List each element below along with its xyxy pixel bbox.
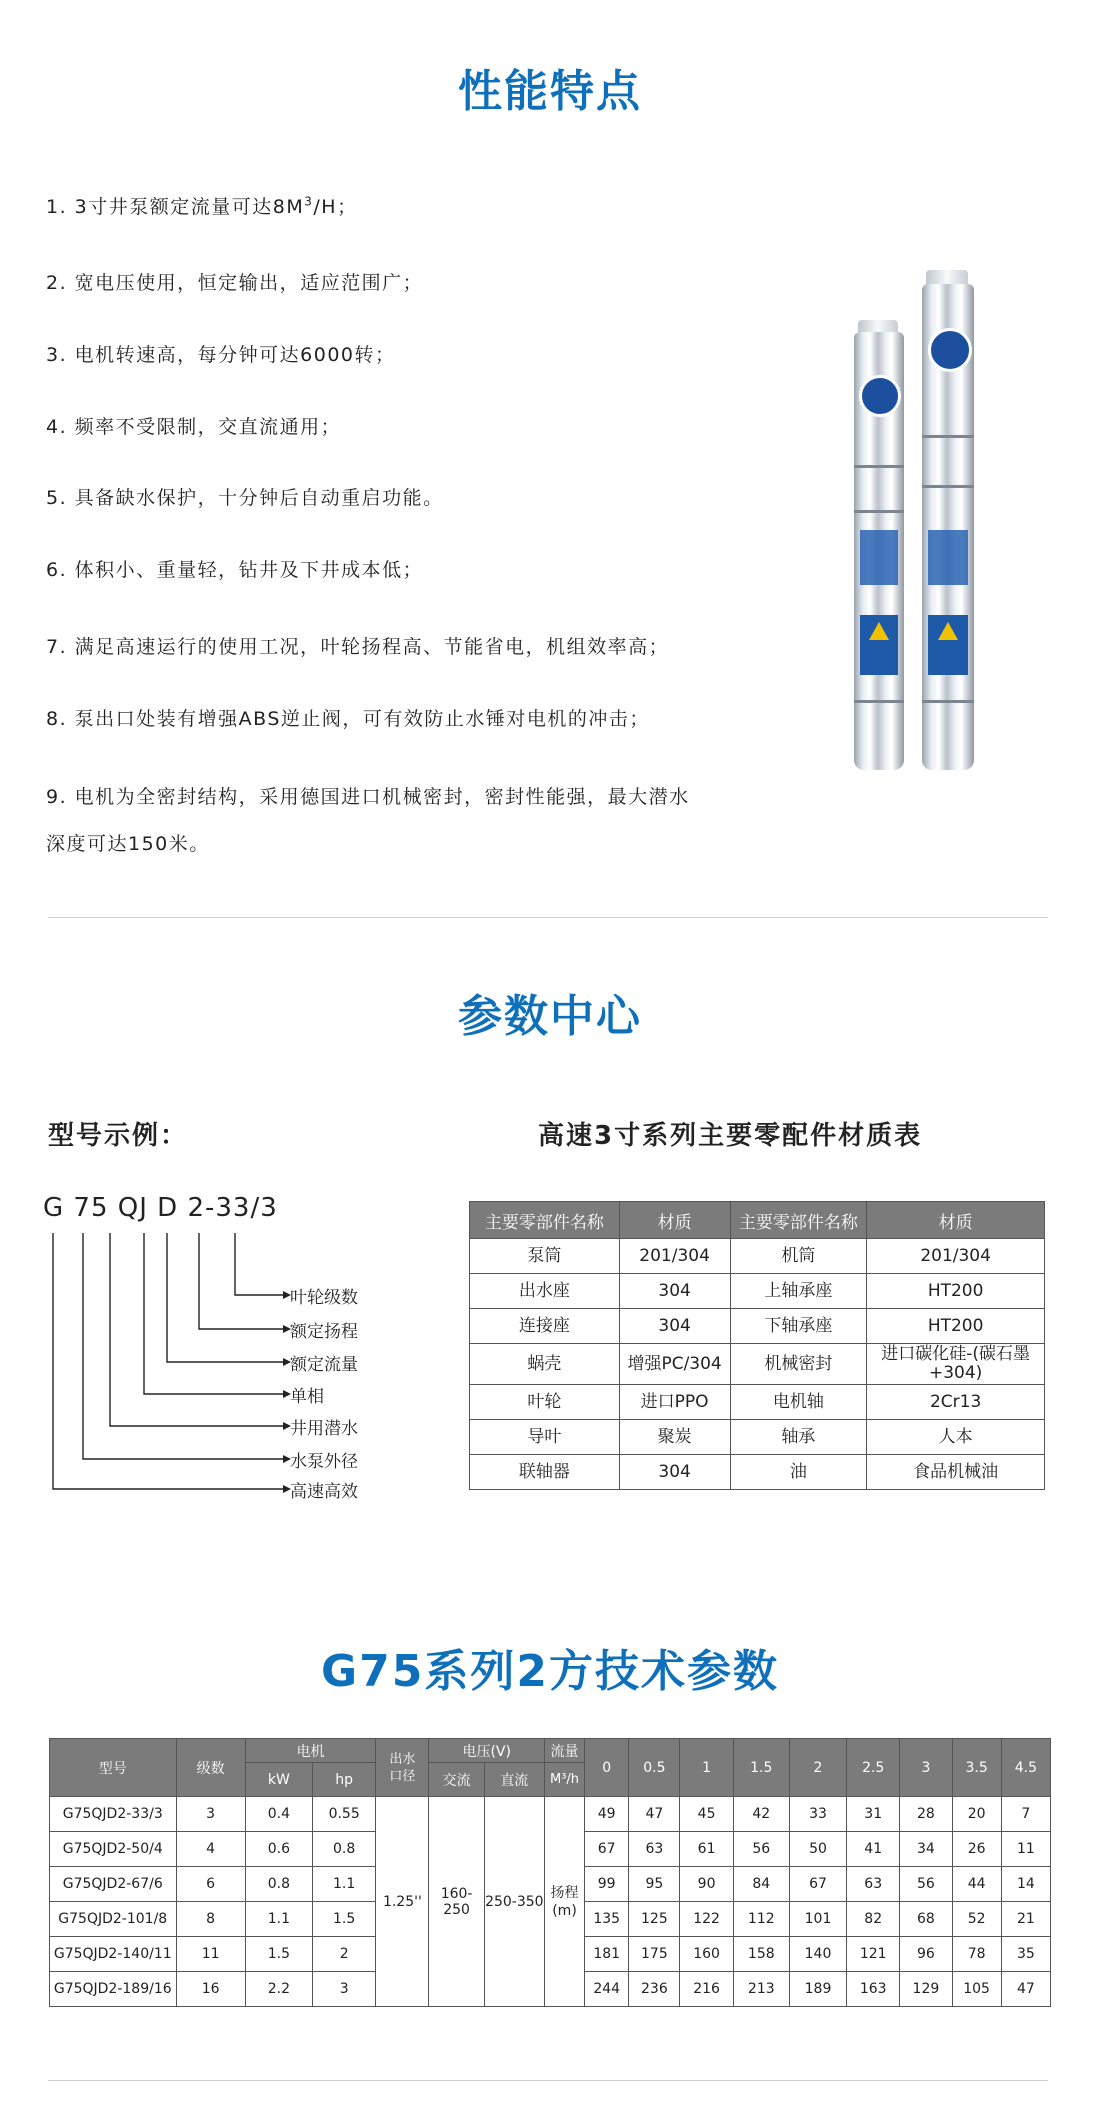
cell: 增强PC/304 [619, 1344, 730, 1385]
flow-point: 1 [680, 1739, 733, 1797]
feature-item-3: 3. 电机转速高，每分钟可达6000转； [46, 344, 396, 366]
table-header-row [470, 1202, 1045, 1239]
cell: 叶轮 [470, 1385, 620, 1420]
divider [48, 917, 1048, 918]
feature-item-6: 6. 体积小、重量轻，钻井及下井成本低； [46, 559, 424, 581]
table-row [470, 1274, 1045, 1309]
cell-head-value: 56 [733, 1832, 789, 1867]
label-single-phase: 单相 [290, 1387, 324, 1407]
cell-head-value: 160 [680, 1937, 733, 1972]
header-ac: 交流 [429, 1763, 484, 1797]
feature-item-4: 4. 频率不受限制，交直流通用； [46, 416, 342, 438]
cell-head-value: 61 [680, 1832, 733, 1867]
cell-stages: 16 [176, 1972, 245, 2007]
cell-head-value: 49 [585, 1797, 629, 1832]
label-high-efficiency: 高速高效 [290, 1482, 358, 1502]
cell-head-value: 11 [1001, 1832, 1050, 1867]
cell-model: G75QJD2-101/8 [50, 1902, 177, 1937]
cell: 2Cr13 [867, 1385, 1045, 1420]
table-row [470, 1239, 1045, 1274]
brand-badge-icon [928, 328, 972, 372]
feature-item-9-cont: 深度可达150米。 [46, 833, 210, 855]
cell-hp: 1.1 [313, 1867, 376, 1902]
cell-hp: 3 [313, 1972, 376, 2007]
cell-head-value: 67 [789, 1867, 846, 1902]
cell-head-value: 181 [585, 1937, 629, 1972]
pump-image [850, 270, 1020, 790]
cell-head-value: 175 [629, 1937, 680, 1972]
cell-head-value: 68 [900, 1902, 952, 1937]
cell-kw: 1.1 [245, 1902, 312, 1937]
brand-badge-icon [859, 375, 901, 417]
flow-point: 0.5 [629, 1739, 680, 1797]
cell-head-value: 96 [900, 1937, 952, 1972]
header-material: 材质 [619, 1202, 730, 1239]
label-well-submersible: 井用潜水 [290, 1419, 358, 1439]
materials-table [469, 1201, 1045, 1490]
cell-head-value: 63 [847, 1867, 900, 1902]
table-header-row [50, 1739, 1051, 1763]
cell-hp: 0.55 [313, 1797, 376, 1832]
cell: HT200 [867, 1309, 1045, 1344]
cell-head-value: 78 [952, 1937, 1001, 1972]
cell-head-value: 135 [585, 1902, 629, 1937]
warning-icon [869, 622, 889, 640]
cell: 泵筒 [470, 1239, 620, 1274]
cell-hp: 2 [313, 1937, 376, 1972]
cell-head-value: 26 [952, 1832, 1001, 1867]
flow-point: 4.5 [1001, 1739, 1050, 1797]
header-flow-unit: M³/h [544, 1763, 584, 1797]
cell-head-value: 63 [629, 1832, 680, 1867]
feature-item-2: 2. 宽电压使用，恒定输出，适应范围广； [46, 272, 424, 294]
table-row [50, 1797, 1051, 1832]
cell-head-value: 50 [789, 1832, 846, 1867]
tech-title: G75系列2方技术参数 [321, 1646, 779, 1697]
cell-head-value: 140 [789, 1937, 846, 1972]
label-pump-diameter: 水泵外径 [290, 1452, 358, 1472]
header-outlet: 出水口径 [376, 1739, 429, 1797]
flow-point: 2.5 [847, 1739, 900, 1797]
feature-item-9: 9. 电机为全密封结构，采用德国进口机械密封，密封性能强，最大潜水 [46, 786, 690, 808]
cell-head-value: 95 [629, 1867, 680, 1902]
cell-head-value: 52 [952, 1902, 1001, 1937]
table-row [470, 1309, 1045, 1344]
cell-head-label [544, 1797, 584, 2007]
cell: 304 [619, 1309, 730, 1344]
cell-kw: 0.4 [245, 1797, 312, 1832]
label-impeller-stages: 叶轮级数 [290, 1288, 358, 1308]
header-voltage: 电压(V) [429, 1739, 544, 1763]
cell-head-value: 56 [900, 1867, 952, 1902]
cell: 食品机械油 [867, 1455, 1045, 1490]
cell: 201/304 [619, 1239, 730, 1274]
cell-head-value: 163 [847, 1972, 900, 2007]
table-row [470, 1455, 1045, 1490]
flow-point: 3 [900, 1739, 952, 1797]
params-title: 参数中心 [458, 991, 642, 1042]
cell-head-value: 84 [733, 1867, 789, 1902]
flow-point: 1.5 [733, 1739, 789, 1797]
header-flow: 流量 [544, 1739, 584, 1763]
label-rated-head: 额定扬程 [290, 1322, 358, 1342]
cell-head-value: 21 [1001, 1902, 1050, 1937]
cell-head-value: 189 [789, 1972, 846, 2007]
cell-head-value: 31 [847, 1797, 900, 1832]
cell-model: G75QJD2-33/3 [50, 1797, 177, 1832]
cell-model: G75QJD2-189/16 [50, 1972, 177, 2007]
cell: 电机轴 [730, 1385, 867, 1420]
cell-head-value: 35 [1001, 1937, 1050, 1972]
header-part: 主要零部件名称 [470, 1202, 620, 1239]
cell-head-value: 112 [733, 1902, 789, 1937]
cell-head-value: 158 [733, 1937, 789, 1972]
cell: 机械密封 [730, 1344, 867, 1385]
cell-stages: 8 [176, 1902, 245, 1937]
header-material: 材质 [867, 1202, 1045, 1239]
cell-dc-voltage: 250-350 [484, 1797, 544, 2007]
cell-head-value: 42 [733, 1797, 789, 1832]
head-label-text: 扬程(m) [550, 1884, 579, 1919]
divider [48, 2080, 1048, 2081]
cell-kw: 0.6 [245, 1832, 312, 1867]
cell-head-value: 44 [952, 1867, 1001, 1902]
cell-head-value: 216 [680, 1972, 733, 2007]
header-kw: kW [245, 1763, 312, 1797]
features-title: 性能特点 [458, 66, 642, 117]
cell: 油 [730, 1455, 867, 1490]
cell-kw: 1.5 [245, 1937, 312, 1972]
header-part: 主要零部件名称 [730, 1202, 867, 1239]
cell-stages: 3 [176, 1797, 245, 1832]
cell: 导叶 [470, 1420, 620, 1455]
cell-head-value: 121 [847, 1937, 900, 1972]
header-stages: 级数 [176, 1739, 245, 1797]
label-rated-flow: 额定流量 [290, 1355, 358, 1375]
header-motor: 电机 [245, 1739, 376, 1763]
cell-head-value: 7 [1001, 1797, 1050, 1832]
cell-stages: 11 [176, 1937, 245, 1972]
cell-head-value: 213 [733, 1972, 789, 2007]
cell-head-value: 122 [680, 1902, 733, 1937]
feature-item-8: 8. 泵出口处装有增强ABS逆止阀，可有效防止水锤对电机的冲击； [46, 708, 650, 730]
header-model: 型号 [50, 1739, 177, 1797]
cell-head-value: 101 [789, 1902, 846, 1937]
cell-hp: 1.5 [313, 1902, 376, 1937]
feature-item-5: 5. 具备缺水保护，十分钟后自动重启功能。 [46, 487, 444, 509]
cell-ac-voltage: 160-250 [429, 1797, 484, 2007]
cell-head-value: 90 [680, 1867, 733, 1902]
table-row [470, 1344, 1045, 1385]
cell-head-value: 41 [847, 1832, 900, 1867]
cell-model: G75QJD2-50/4 [50, 1832, 177, 1867]
cell: 蜗壳 [470, 1344, 620, 1385]
cell: 出水座 [470, 1274, 620, 1309]
cell-stages: 6 [176, 1867, 245, 1902]
cell: 聚炭 [619, 1420, 730, 1455]
cell: 201/304 [867, 1239, 1045, 1274]
cell-head-value: 125 [629, 1902, 680, 1937]
cell-head-value: 45 [680, 1797, 733, 1832]
header-hp: hp [313, 1763, 376, 1797]
feature-item-7: 7. 满足高速运行的使用工况，叶轮扬程高、节能省电，机组效率高； [46, 636, 670, 658]
cell: 304 [619, 1455, 730, 1490]
cell: 联轴器 [470, 1455, 620, 1490]
cell-head-value: 67 [585, 1832, 629, 1867]
cell: 上轴承座 [730, 1274, 867, 1309]
cell-stages: 4 [176, 1832, 245, 1867]
header-dc: 直流 [484, 1763, 544, 1797]
flow-point: 3.5 [952, 1739, 1001, 1797]
cell-kw: 2.2 [245, 1972, 312, 2007]
cell: 人本 [867, 1420, 1045, 1455]
cell: 304 [619, 1274, 730, 1309]
cell-head-value: 236 [629, 1972, 680, 2007]
cell-head-value: 28 [900, 1797, 952, 1832]
cell-head-value: 47 [1001, 1972, 1050, 2007]
cell: 连接座 [470, 1309, 620, 1344]
cell: HT200 [867, 1274, 1045, 1309]
model-code: G 75 QJ D 2-33/3 [43, 1193, 278, 1223]
flow-point: 0 [585, 1739, 629, 1797]
cell: 进口碳化硅-(碳石墨+304) [867, 1344, 1045, 1385]
cell-hp: 0.8 [313, 1832, 376, 1867]
model-diagram [43, 1225, 403, 1505]
cell-model: G75QJD2-140/11 [50, 1937, 177, 1972]
cell: 机筒 [730, 1239, 867, 1274]
cell-head-value: 14 [1001, 1867, 1050, 1902]
materials-heading: 高速3寸系列主要零配件材质表 [538, 1121, 923, 1151]
cell-head-value: 20 [952, 1797, 1001, 1832]
cell-head-value: 244 [585, 1972, 629, 2007]
cell: 轴承 [730, 1420, 867, 1455]
cell-kw: 0.8 [245, 1867, 312, 1902]
cell: 进口PPO [619, 1385, 730, 1420]
cell-head-value: 99 [585, 1867, 629, 1902]
cell-outlet: 1.25'' [376, 1797, 429, 2007]
table-row [470, 1385, 1045, 1420]
feature-item-1: 1. 3寸井泵额定流量可达$8M^3/H$； [46, 194, 358, 218]
cell-head-value: 34 [900, 1832, 952, 1867]
tech-params-table [49, 1738, 1051, 2007]
cell: 下轴承座 [730, 1309, 867, 1344]
cell-head-value: 82 [847, 1902, 900, 1937]
cell-head-value: 105 [952, 1972, 1001, 2007]
table-row [470, 1420, 1045, 1455]
flow-point: 2 [789, 1739, 846, 1797]
model-example-heading: 型号示例： [48, 1121, 189, 1151]
cell-head-value: 129 [900, 1972, 952, 2007]
warning-icon [938, 622, 958, 640]
cell-model: G75QJD2-67/6 [50, 1867, 177, 1902]
cell-head-value: 33 [789, 1797, 846, 1832]
cell-head-value: 47 [629, 1797, 680, 1832]
